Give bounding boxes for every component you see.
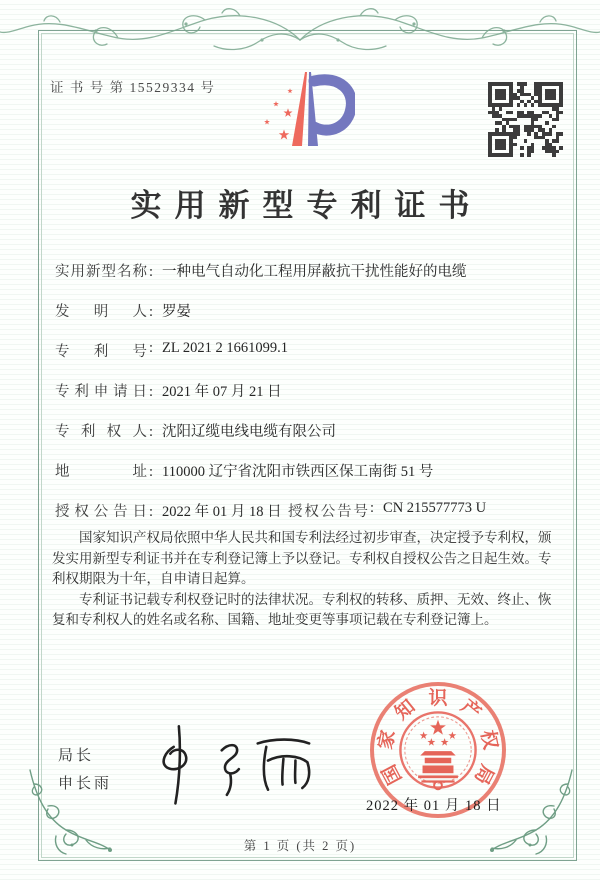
national-emblem-icon xyxy=(396,708,480,792)
legal-paragraph-2: 专利证书记载专利权登记时的法律状况。专利权的转移、质押、无效、终止、恢复和专利权人的姓名或名称、国籍、地址变更等事项记载在专利登记簿上。 xyxy=(52,591,552,627)
seal-date: 2022 年 01 月 18 日 xyxy=(366,798,502,814)
field-value: 110000 辽宁省沈阳市铁西区保工南街 51 号 xyxy=(162,464,434,480)
certificate-number: 证 书 号 第 15529334 号 xyxy=(50,80,216,95)
seal-ring-text: 国 家 知 识 产 权 局 xyxy=(375,688,501,788)
field-value: 一种电气自动化工程用屏蔽抗干扰性能好的电缆 xyxy=(162,264,467,280)
field-value: 沈阳辽缆电线电缆有限公司 xyxy=(162,424,337,440)
field-row-name xyxy=(55,260,560,281)
certificate-title: 实用新型专利证书 xyxy=(130,188,483,223)
qr-code xyxy=(488,82,563,157)
field-colon: : xyxy=(149,384,154,400)
logo-red-wedge xyxy=(292,72,307,146)
commissioner-name: 申长雨 xyxy=(58,776,113,792)
field-colon: : xyxy=(149,424,154,440)
field-colon: : xyxy=(149,264,154,280)
grant-date-value: 2022 年 01 月 18 日 xyxy=(162,504,282,520)
corner-ornament-left xyxy=(26,766,116,856)
handwritten-signature xyxy=(148,720,328,808)
field-label: 专利号 xyxy=(55,344,147,360)
field-row-patent-no xyxy=(55,340,560,361)
field-row-filing-date xyxy=(55,380,560,401)
logo-stars xyxy=(264,88,292,139)
field-row-address xyxy=(55,460,560,481)
field-colon: : xyxy=(149,340,154,356)
field-row-patentee xyxy=(55,420,560,441)
field-colon: : xyxy=(149,304,154,320)
logo-blue-bowl xyxy=(314,80,351,130)
commissioner-title: 局长 xyxy=(58,748,95,764)
field-label: 专利申请日 xyxy=(55,384,147,400)
field-colon: : xyxy=(370,500,375,516)
field-colon: : xyxy=(149,504,154,520)
field-value: 2021 年 07 月 21 日 xyxy=(162,384,282,400)
field-label: 发明人 xyxy=(55,304,147,320)
grant-date-label: 授权公告日 xyxy=(55,504,147,520)
field-row-inventor xyxy=(55,300,560,321)
field-label: 实用新型名称 xyxy=(55,264,147,280)
field-row-grant xyxy=(55,500,560,521)
field-colon: : xyxy=(149,464,154,480)
top-garland-ornament xyxy=(0,0,600,52)
cnipa-logo xyxy=(240,70,355,154)
grant-no-label: 授权公告号 xyxy=(288,504,368,520)
field-label: 专利权人 xyxy=(55,424,147,440)
legal-paragraph-1: 国家知识产权局依照中华人民共和国专利法经过初步审查，决定授予专利权，颁发实用新型专利证书并在专利登记簿上予以登记。专利权自授权公告之日起生效。专利权期限为十年，自申请日起算。 xyxy=(52,530,552,586)
page-footer: 第 1 页 (共 2 页) xyxy=(243,839,357,853)
legal-text-block xyxy=(52,528,556,631)
field-label: 地址 xyxy=(55,464,147,480)
grant-no-value: CN 215577773 U xyxy=(383,500,487,516)
field-value: ZL 2021 2 1661099.1 xyxy=(162,340,288,356)
field-value: 罗晏 xyxy=(162,304,192,320)
